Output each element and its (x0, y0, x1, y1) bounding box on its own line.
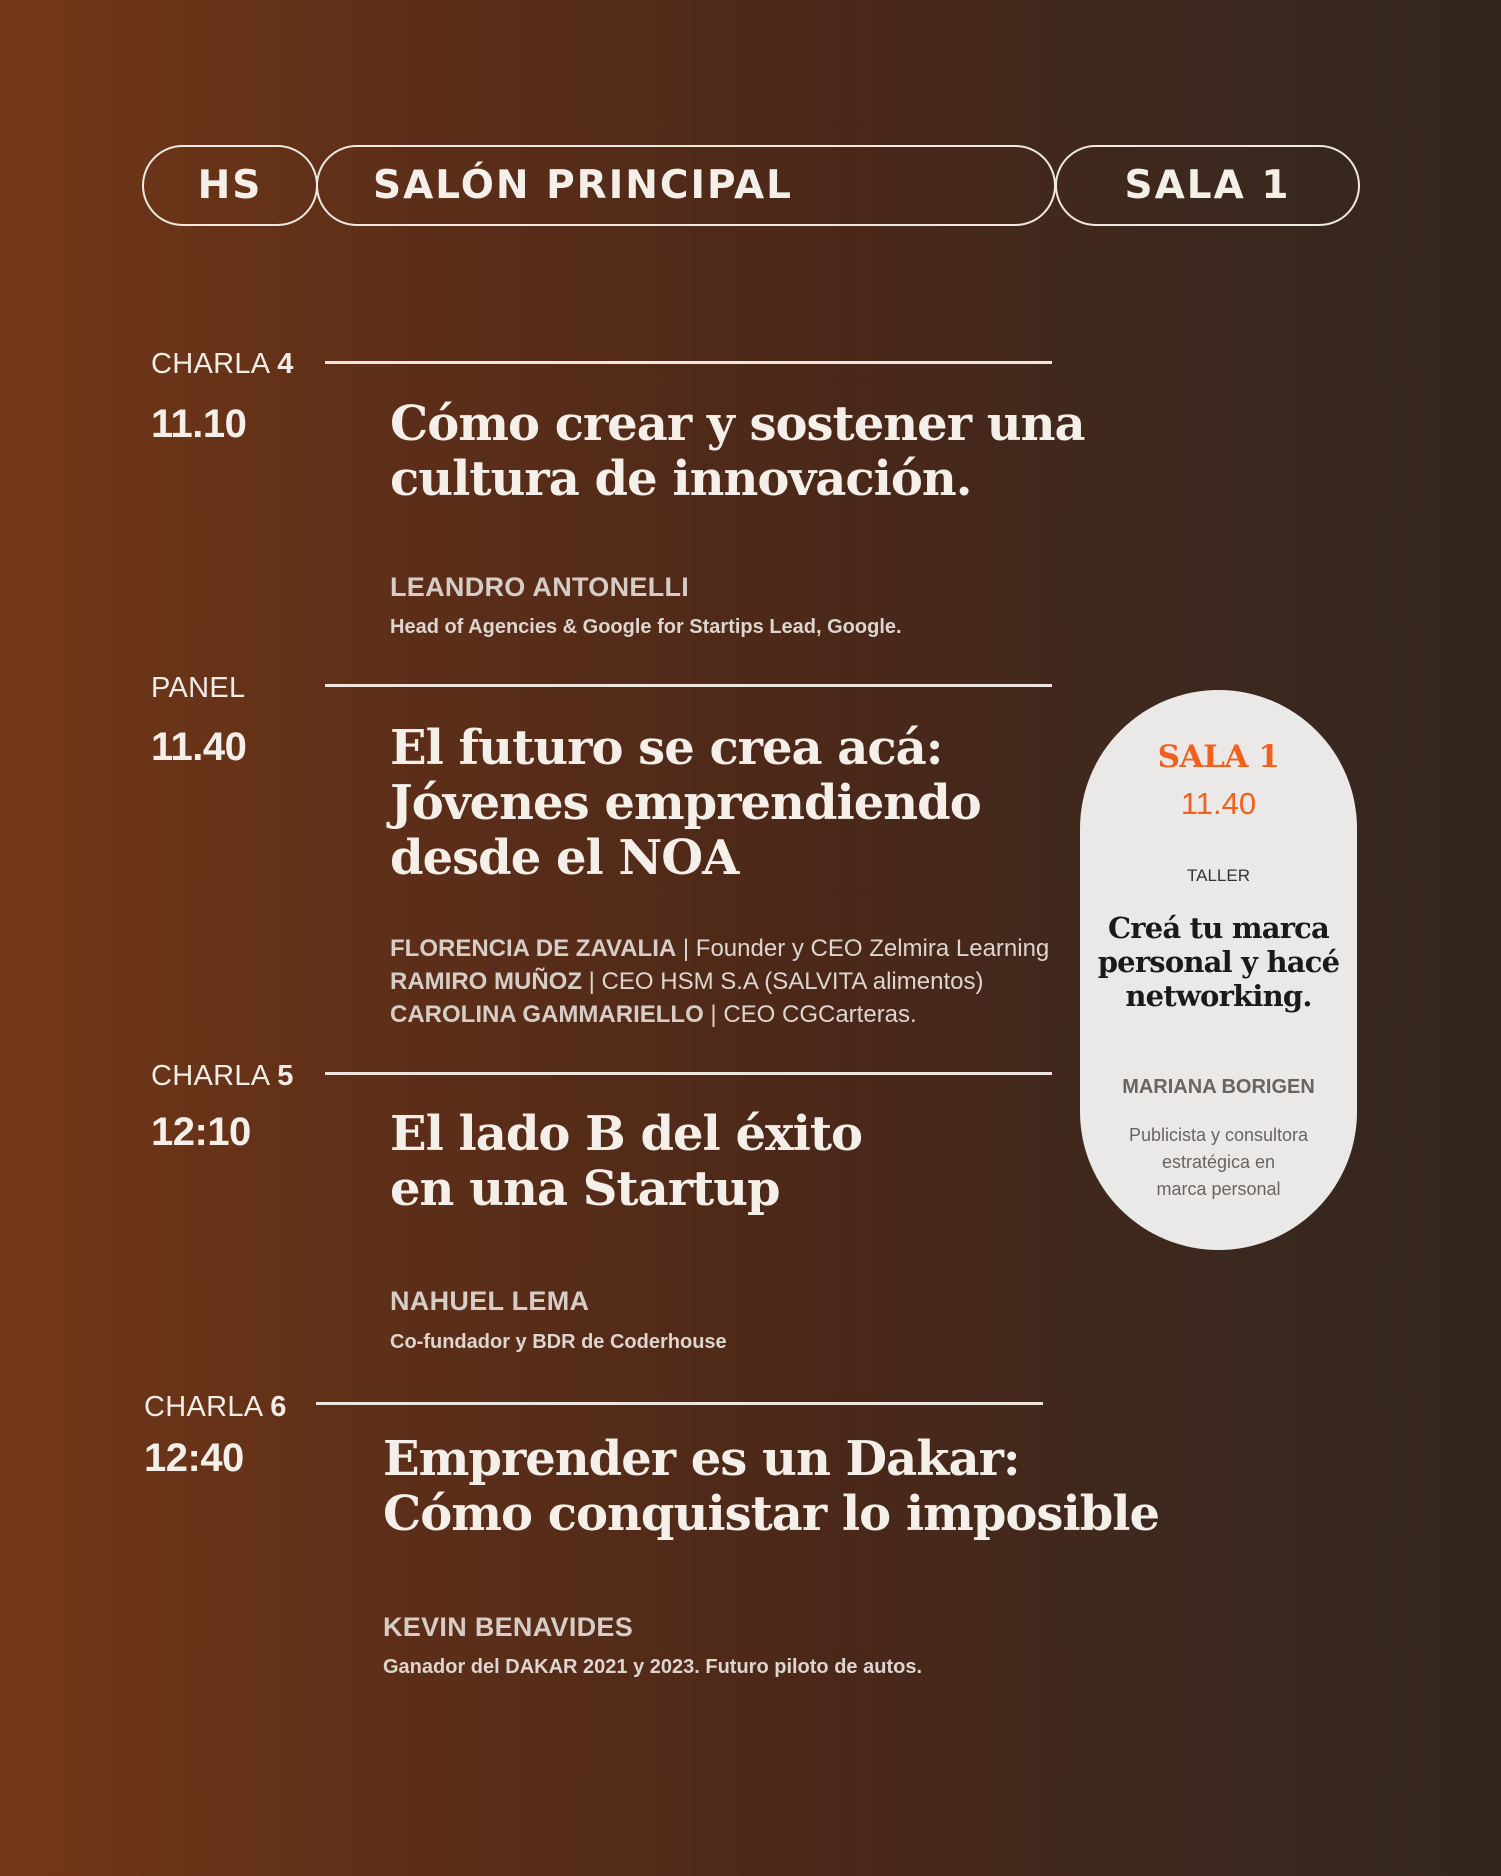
card-speaker: MARIANA BORIGEN (1122, 1076, 1315, 1098)
panelist-name: RAMIRO MUÑOZ (390, 968, 582, 995)
session-kind-label: CHARLA (151, 1060, 269, 1092)
speaker-name: LEANDRO ANTONELLI (390, 572, 690, 602)
column-header-hs-label: HS (197, 163, 263, 208)
session-title-line: Emprender es un Dakar: (383, 1431, 1020, 1487)
card-title-line: networking. (1125, 979, 1312, 1013)
session-number: 5 (277, 1060, 294, 1092)
card-time: 11.40 (1180, 786, 1257, 821)
card-role-line: Publicista y consultora (1128, 1125, 1309, 1145)
session-divider (316, 1402, 1043, 1405)
card-kind: TALLER (1187, 866, 1250, 885)
session-kind-label: CHARLA (151, 348, 269, 380)
session-number: 6 (270, 1391, 287, 1423)
panelist (390, 932, 1049, 965)
session-time: 12:10 (151, 1110, 251, 1154)
session-number: 4 (277, 348, 294, 380)
session-title-line: cultura de innovación. (390, 451, 972, 507)
speaker-role: Co-fundador y BDR de Coderhouse (390, 1331, 727, 1353)
session-title-line: Jóvenes emprendiendo (390, 775, 981, 831)
column-header-room1 (1055, 145, 1360, 226)
card-title-line: personal y hacé (1097, 945, 1340, 979)
panelist-name: FLORENCIA DE ZAVALIA (390, 935, 677, 962)
panelist-role: | CEO CGCarteras. (710, 1001, 917, 1028)
session-kind-label: CHARLA (144, 1391, 262, 1423)
session-title-line: El futuro se crea acá: (390, 720, 943, 776)
panelist (390, 998, 917, 1031)
session-time: 11.10 (151, 402, 247, 446)
session-title-line: El lado B del éxito (390, 1106, 863, 1162)
session-title-line: Cómo conquistar lo imposible (383, 1486, 1160, 1542)
speaker-name: NAHUEL LEMA (390, 1286, 590, 1316)
session-kind (151, 1060, 294, 1093)
session-kind (144, 1391, 287, 1424)
session-title (390, 397, 1085, 507)
session-title-line: desde el NOA (390, 830, 739, 886)
card-room: SALA 1 (1157, 739, 1280, 775)
session-divider (325, 1072, 1052, 1075)
session-time: 11.40 (151, 725, 247, 769)
column-header-main-room (316, 145, 1056, 226)
column-header-hs (142, 145, 318, 226)
card-title-line: Creá tu marca (1107, 911, 1330, 945)
panelist-name: CAROLINA GAMMARIELLO (390, 1001, 704, 1028)
session-time: 12:40 (144, 1436, 244, 1480)
panelist-role: | Founder y CEO Zelmira Learning (682, 935, 1050, 962)
card-title (1080, 911, 1357, 1013)
card-role-line: estratégica en (1161, 1152, 1276, 1172)
speaker-name: KEVIN BENAVIDES (383, 1612, 634, 1642)
column-header-room1-label: SALA 1 (1124, 163, 1291, 208)
session-title (390, 1107, 862, 1217)
speaker-role: Ganador del DAKAR 2021 y 2023. Futuro piloto de autos. (383, 1656, 922, 1678)
session-kind (151, 672, 245, 705)
session-kind (151, 348, 294, 381)
session-title-line: en una Startup (390, 1161, 780, 1217)
session-divider (325, 361, 1052, 364)
speaker-role: Head of Agencies & Google for Startips Lead, Google. (390, 616, 902, 638)
session-title (383, 1432, 1159, 1542)
session-kind-label: PANEL (151, 672, 246, 704)
session-title (390, 721, 981, 886)
card-role (1080, 1122, 1357, 1203)
card-role-line: marca personal (1156, 1179, 1281, 1199)
session-title-line: Cómo crear y sostener una (390, 396, 1085, 452)
session-divider (325, 684, 1052, 687)
panelist (390, 965, 983, 998)
column-header-main-room-label: SALÓN PRINCIPAL (373, 163, 794, 208)
sala1-session-card (1080, 690, 1357, 1250)
panelist-role: | CEO HSM S.A (SALVITA alimentos) (588, 968, 984, 995)
